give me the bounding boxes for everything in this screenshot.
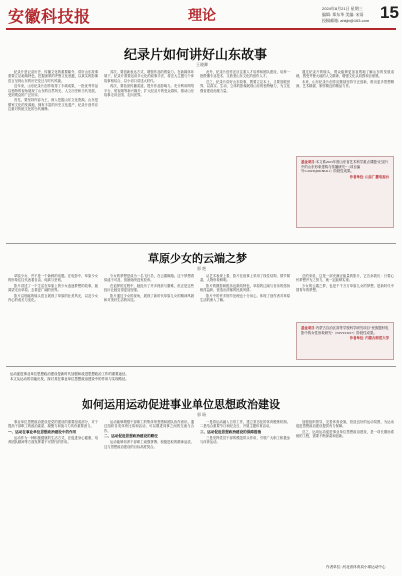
article3-column-2	[104, 420, 194, 560]
issue-date: 2024年8月21日 星期三	[322, 6, 363, 11]
fund-text	[301, 326, 389, 335]
article1-column-4	[296, 70, 394, 152]
paragraph: 影片通过少女的视角，展现了新时代草原儿女的精神风貌和对美好生活的向往。	[104, 293, 194, 303]
paragraph: 此外，纪录片创作还应注重人才培养和团队建设，培养一批既懂专业技术、又熟悉山东文化的创作人才。	[200, 70, 290, 79]
article1-column-2	[104, 70, 194, 240]
author-organization: 作者单位: 内蒙古师范大学	[349, 336, 389, 341]
article3-title: 如何运用运动促进事业单位思想政治建设	[82, 398, 280, 411]
paragraph: 影片中的许多细节处理也十分用心，体现了创作者对草原生活的深入了解。	[200, 293, 290, 303]
fund-description: 本文系2023年度山东省艺术科学重点课题“纪录片中的山东形象建构与传播研究”（项目编号:L2023Q06180411）阶段性成果。	[301, 160, 389, 174]
article3-byline: 郭 旸	[197, 412, 207, 417]
article2-title: 草原少女的云端之梦	[148, 252, 247, 265]
article2-column-3	[200, 274, 290, 360]
paragraph: 影片的摄影和配乐也颇具特色，草原的辽阔与音乐的悠扬相得益彰，营造出浓郁的民族风情。	[200, 283, 290, 293]
paragraph: 通过纪录片的镜头，观众能够更加直观地了解山东的发展成就，感受齐鲁大地的人文精神，增强文化认同感和自豪感。	[296, 70, 394, 79]
article3-column-4	[296, 420, 394, 560]
paragraph: 近年来，山东纪录片创作取得了丰硕成果，一批优秀作品以独特的视角展现了山东的自然风光、人文历史和当代发展，受到观众的广泛好评。	[8, 84, 98, 98]
masthead-divider	[6, 28, 396, 30]
paragraph: 在追梦的过程中，她经历了许多挫折与磨难，但正是这些经历让她变得更加坚强。	[104, 283, 194, 293]
fund-label: 基金项目:	[301, 326, 316, 330]
fund-description: 内蒙古自治区高等学校科学研究项目“民族题材电影中的女性形象研究”（NJSY23017）阶段性成果。	[301, 326, 389, 335]
subheading: 三、运动促进思想政治建设的保障措施	[200, 429, 262, 434]
paragraph: 一是将运动融入日常工作，建立常态化的体育锻炼机制。二是结合重要节日和纪念日，开展主题体育活动。	[200, 420, 290, 429]
paragraph: 未来，山东纪录片创作应继续坚持守正创新，推出更多思想精深、艺术精湛、制作精良的精品力作。	[296, 79, 394, 89]
article2-column-2	[104, 274, 194, 360]
paragraph: 运动能够培养干部职工顽强拼搏、积极进取的精神品质，这与思想政治建设的目标高度契合。	[104, 440, 194, 449]
subheading: 二、运动促进思想政治建设的路径	[104, 434, 158, 439]
fund-text	[301, 160, 389, 174]
paragraph: 总之，运用运动促进事业单位思想政治建设，是一项长期而系统的工程，需要不断探索和创新。	[296, 429, 394, 439]
article1-fund-box	[296, 156, 394, 228]
article3-author-organization: 作者单位: 河北省体育局小球运动中心	[326, 565, 386, 569]
paragraph: 总之，纪录片讲好山东故事，既要立足本土，又要放眼世界，以真实、生动、立体的影像展现山东的独特魅力，为文化强省建设贡献力量。	[200, 79, 290, 93]
article1-column-3	[200, 70, 290, 240]
article2-fund-box	[296, 322, 394, 360]
issue-editor: 编辑: 郑东华 美编: 宋雨	[322, 12, 364, 17]
issue-meta	[322, 6, 378, 24]
paragraph: 三是发挥党员干部的模范带头作用，引领广大职工积极参与体育运动。	[200, 435, 290, 445]
article2-byline: 郭 艳	[197, 266, 207, 271]
article1-column-1	[8, 70, 98, 240]
paragraph: 加强组织领导，完善体育设施，营造良好的运动氛围，为运动促进思想政治建设提供有力保障。	[296, 420, 394, 429]
paragraph: 少女的梦想是成为一名飞行员，在云端翱翔。这个梦想看似遥不可及，但她始终没有放弃。	[104, 274, 194, 283]
article1-byline: 王晓卿	[196, 62, 208, 67]
article3-column-1	[8, 420, 98, 560]
paragraph: 运动作为一种积极健康的生活方式，在促进身心健康、培养团队精神等方面发挥着不可替代的作用。	[8, 435, 98, 445]
paragraph: 影片以细腻的镜头语言展现了草原的壮美风光，以及少女内心的成长与变化。	[8, 293, 98, 303]
fund-label: 基金项目:	[301, 160, 316, 164]
paragraph: 总的来说，这是一部充满正能量的影片，它告诉我们：只要心怀梦想并为之努力，就一定能够实现。	[296, 274, 394, 283]
article3-column-3	[200, 420, 290, 560]
paragraph: 影片讲述了一个生活在草原上的少女追逐梦想的故事，她渴望走出草原，去看更广阔的世界。	[8, 283, 98, 293]
section-title: 理论	[188, 8, 216, 24]
page-number: 15	[380, 3, 399, 22]
author-organization: 作者单位: 山东广播电视台	[349, 174, 389, 179]
subheading: 一、运动在事业单位思想政治建设中的作用	[8, 429, 77, 434]
article1-title: 纪录片如何讲好山东故事	[124, 48, 268, 63]
section-divider	[6, 366, 396, 367]
paragraph: 运动能够增强干部职工的集体荣誉感和团队协作意识。通过组织各类体育比赛和活动，可以增进同事之间的交流与合作。	[104, 420, 194, 433]
article3-intro: 运动促进事业单位思想政治建设是新时代加强和改进思想政治工作的重要途径。本文从运动的功能出发，探讨其在事业单位思想政治建设中的作用与实现路径。	[10, 372, 129, 381]
section-divider	[6, 243, 396, 244]
issue-email: 投稿邮箱: ahkjb@163.com	[322, 18, 370, 23]
paragraph: 少女的云端之梦，也是千千万万草原儿女的梦想，是新时代中国青年的梦想。	[296, 283, 394, 293]
paragraph: 其次，要创新表达方式，增强作品的感染力。在新媒体环境下，纪录片需要运用多元化的叙事手法，将宏大主题与个体故事相结合，以小切口讲述大时代。	[104, 70, 194, 83]
paragraph: 事业单位思想政治建设是党的建设的重要组成部分，对于提高干部职工的政治素质、凝聚力和战斗力具有重要意义。	[8, 420, 98, 429]
newspaper-logo: 安徽科技报	[8, 7, 91, 26]
paragraph: 草原少女，并不是一个新鲜的话题。在电影中，草原少女的形象往往代表着自由、纯真与坚韧。	[8, 274, 98, 283]
paragraph: 再次，要拓宽传播渠道，提升作品影响力。充分利用网络平台、短视频等新兴媒介，扩大纪录片的受众群体，推动山东故事走向全国、走向世界。	[104, 84, 194, 98]
article2-column-4	[296, 274, 394, 318]
paragraph: 从艺术表现上看，影片在叙事上采用了线性结构，情节紧凑，人物形象鲜明。	[200, 274, 290, 283]
article2-column-1	[8, 274, 98, 360]
paragraph: 首先，要坚持内容为王，深入挖掘山东文化资源。山东是儒家文化的发源地，拥有丰富的历史文化遗产，纪录片创作应注重对传统文化的当代阐释。	[8, 98, 98, 112]
paragraph: 纪录片是记录历史、传播文化的重要媒介，讲好山东故事需要立足地域特色，挖掘深厚的齐鲁文化底蕴，以真实的影像语言呈现山东的历史变迁与时代风貌。	[8, 70, 98, 83]
